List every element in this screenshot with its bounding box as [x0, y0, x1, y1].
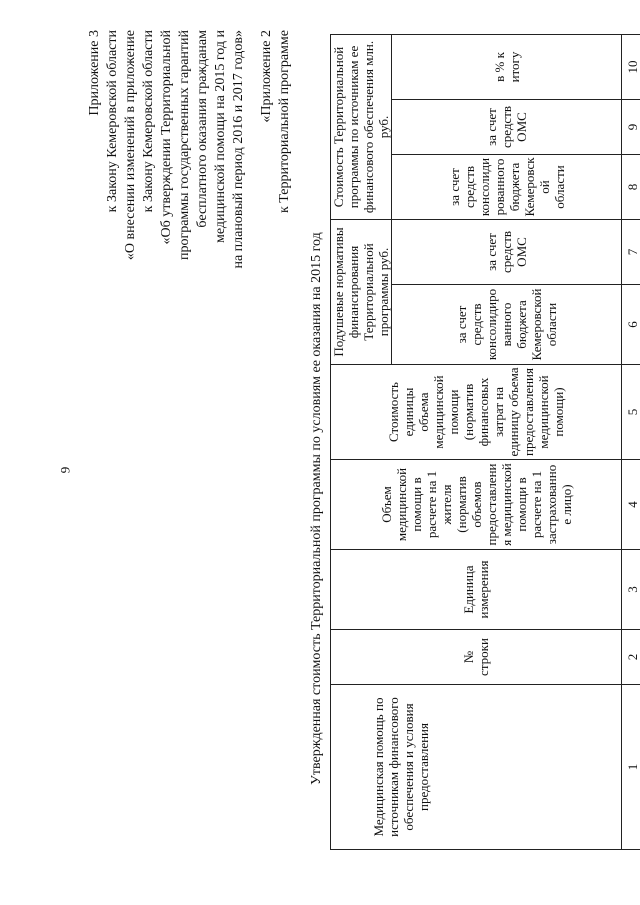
page-number: 9: [57, 466, 73, 474]
column-number: 5: [622, 365, 640, 460]
sub-header-line: к Территориальной программе: [277, 30, 292, 214]
column-number: 6: [622, 285, 640, 365]
appendix-line: на плановый период 2016 и 2017 годов»: [231, 30, 246, 269]
header-group-percapita: Подушевые нормативы финансирования Территориальной программы руб.: [331, 220, 392, 365]
appendix-line: «Об утверждении Территориальной: [159, 30, 174, 245]
appendix-line: Приложение 3: [87, 30, 102, 116]
column-number: 2: [622, 630, 640, 685]
header-cell-6: за счет средств консолидированного бюджета Кемеровской области: [392, 285, 622, 365]
table-title: Утвержденная стоимость Территориальной программы по условиям ее оказания на 2015 год: [309, 232, 324, 785]
header-cell-2: № строки: [331, 630, 622, 685]
table-header-row: [331, 34, 392, 849]
appendix-line: к Закону Кемеровской области: [105, 30, 120, 213]
header-cell-8: за счет средств консолидированного бюджета Кемеровской области: [392, 155, 622, 220]
appendix-line: к Закону Кемеровской области: [141, 30, 156, 213]
appendix-line: бесплатного оказания гражданам: [195, 30, 210, 228]
header-cell-5: Стоимость единицы объема медицинской помощи (норматив финансовых затрат на единицу объема предоставления медицинской помощи): [331, 365, 622, 460]
appendix-line: медицинской помощи на 2015 год и: [213, 30, 228, 243]
column-number-row: [622, 34, 640, 849]
header-cell-4: Объем медицинской помощи в расчете на 1 жителя (норматив объемов предоставления медицинской помощи в расчете на 1 застрахованное лицо): [331, 460, 622, 550]
appendix-line: программы государственных гарантий: [177, 30, 192, 261]
column-number: 1: [622, 685, 640, 850]
column-number: 3: [622, 550, 640, 630]
column-number: 7: [622, 220, 640, 285]
header-cell-7: за счет средств ОМС: [392, 220, 622, 285]
sub-header-line: «Приложение 2: [259, 30, 274, 123]
header-cell-9: за счет средств ОМС: [392, 100, 622, 155]
cost-table: [330, 34, 640, 850]
header-cell-1: Медицинская помощь по источникам финансового обеспечения и условия предоставления: [331, 685, 622, 850]
header-group-cost: Стоимость Территориальной программы по источникам ее финансового обеспечения млн. руб.: [331, 34, 392, 219]
column-number: 4: [622, 460, 640, 550]
appendix-line: «О внесении изменений в приложение: [123, 30, 138, 261]
column-number: 8: [622, 155, 640, 220]
header-cell-10: в % к итогу: [392, 34, 622, 99]
column-number: 10: [622, 34, 640, 99]
column-number: 9: [622, 100, 640, 155]
header-cell-3: Единица измерения: [331, 550, 622, 630]
